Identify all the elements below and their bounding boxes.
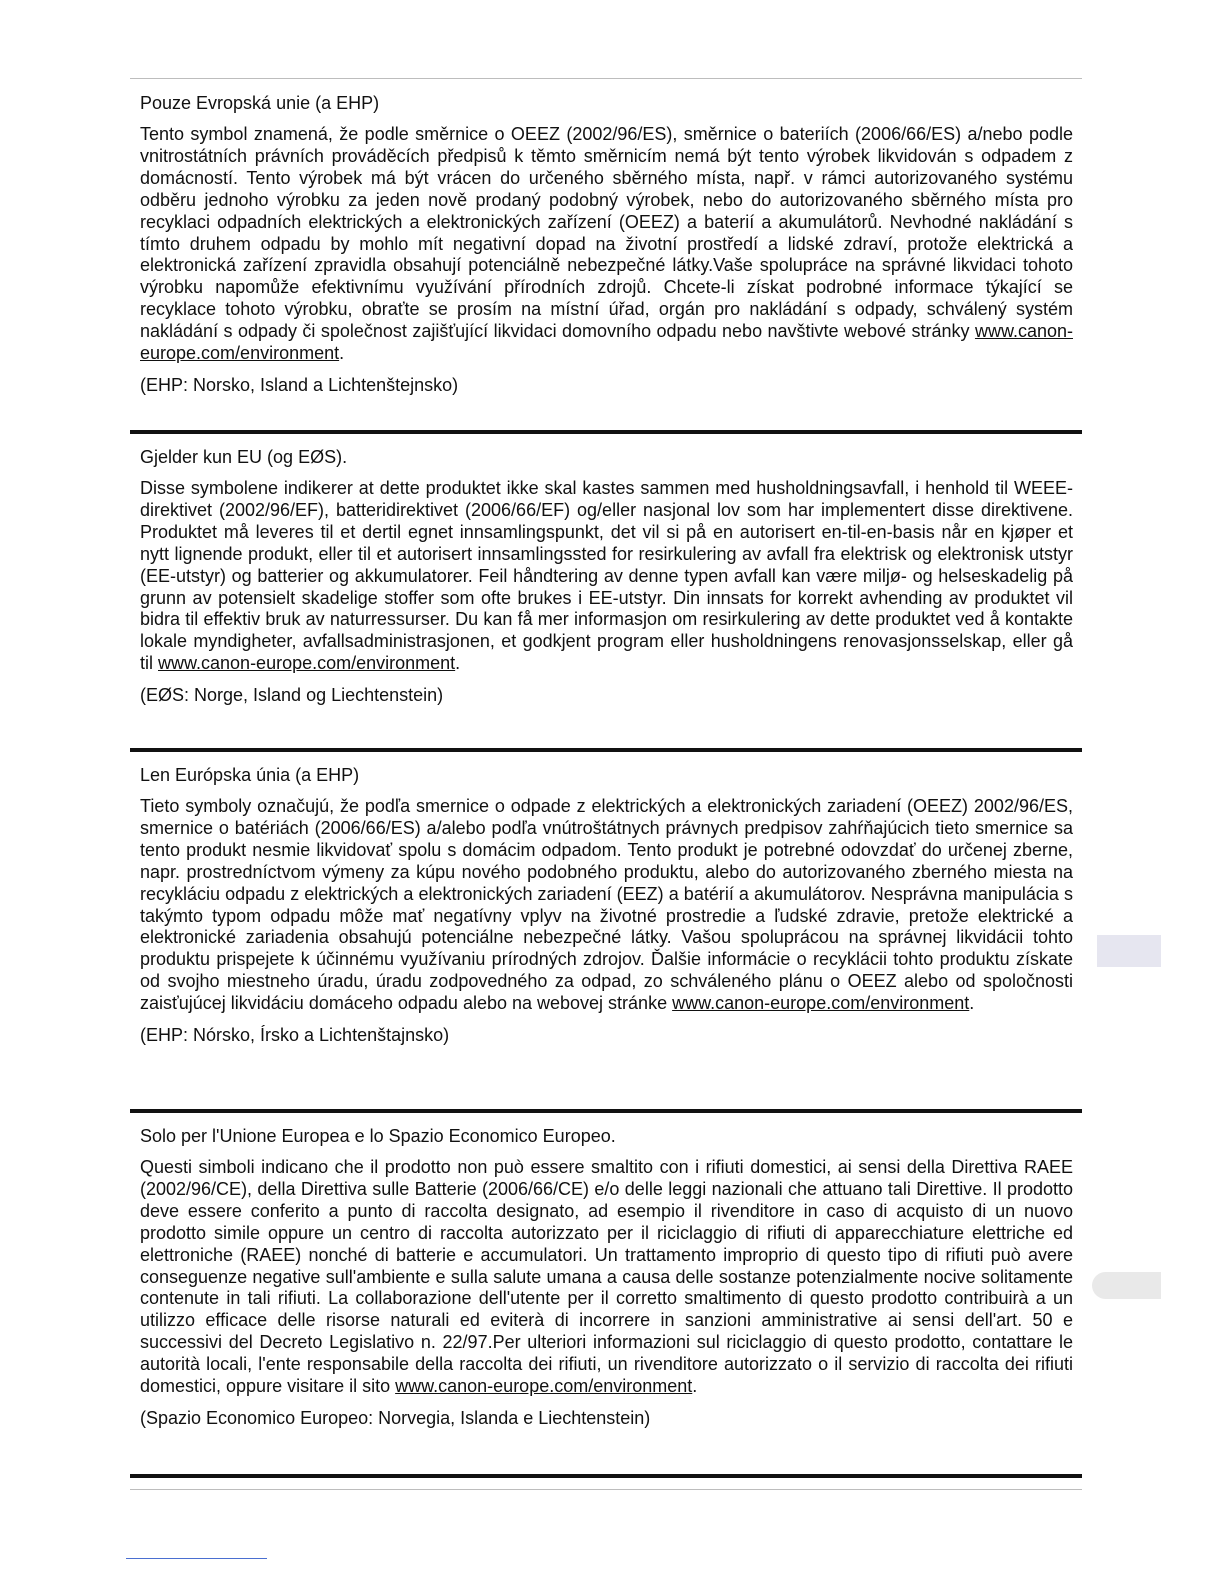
environment-link[interactable]: www.canon-europe.com/environment xyxy=(158,653,456,674)
environment-link[interactable]: www.canon-europe.com/environment xyxy=(140,321,1073,364)
section-heading: Len Európska únia (a EHP) xyxy=(140,765,360,785)
section-note: (EHP: Norsko, Island a Lichtenštejnsko) xyxy=(140,374,459,395)
body-tail: . xyxy=(969,993,975,1014)
section-heading: Gjelder kun EU (og EØS). xyxy=(140,447,348,467)
section-heading: Solo per l'Unione Europea e lo Spazio Economico Europeo. xyxy=(140,1126,616,1146)
body-tail: . xyxy=(692,1376,698,1397)
section-body xyxy=(140,796,1073,1015)
section-heading: Pouze Evropská unie (a EHP) xyxy=(140,93,380,113)
body-tail: . xyxy=(339,343,345,364)
top-rule xyxy=(130,78,1082,79)
side-index-tab[interactable] xyxy=(1097,935,1161,967)
footer-link-rule xyxy=(126,1558,267,1559)
section-body xyxy=(140,478,1073,675)
section-italian xyxy=(130,1113,1082,1474)
section-divider xyxy=(130,1474,1082,1478)
document-content xyxy=(130,92,1082,1478)
section-body xyxy=(140,1157,1073,1398)
body-text: Tento symbol znamená, že podle směrnice o OEEZ (2002/96/ES), směrnice o bateriích (2006/66/ES) a/nebo podle vnitrostátních právních prováděcích předpisů k těmto směrnicím nemá být tento výrobek likvidován s odpadem z domácností. Tento výrobek má být vrácen do určeného sběrného místa, např. v rámci autorizovaného systému odběru jednoho výrobku za jeden nově prodaný podobný výrobek, nebo do autorizovaného sběrného místa pro recyklaci odpadních elektrických a elektronických zařízení (OEEZ) a baterií a akumulátorů. Nevhodné nakládání s tímto druhem odpadu by mohlo mít negativní dopad na životní prostředí a lidské zdraví, protože elektrická a elektronická zařízení zpravidla obsahují potenciálně nebezpečné látky.Vaše spolupráce na správné likvidaci tohoto výrobku napomůže efektivnímu využívání přírodních zdrojů. Chcete-li získat podrobné informace týkající se recyklace tohoto výrobku, obraťte se prosím na místní úřad, orgán pro nakládání s odpady, schválený systém nakládání s odpady či společnost zajišťující likvidaci domovního odpadu nebo navštivte webové stránky xyxy=(140,124,1073,342)
environment-link[interactable]: www.canon-europe.com/environment xyxy=(672,993,970,1014)
body-text: Disse symbolene indikerer at dette produktet ikke skal kastes sammen med husholdningsavfall, i henhold til WEEE-direktivet (2002/96/EF), batteridirektivet (2006/66/EF) og/eller nasjonal lov som har implementert disse direktivene. Produktet må leveres til et dertil egnet innsamlingspunkt, det vil si på en autorisert en-til-en-basis når en kjøper et nytt lignende produkt, eller til et autorisert innsamlingssted for resirkulering av avfall fra elektrisk og elektronisk utstyr (EE-utstyr) og batterier og akkumulatorer. Feil håndtering av denne typen avfall kan være miljø- og helseskadelig på grunn av potensielt skadelige stoffer som ofte brukes i EE-utstyr. Din innsats for korrekt avhending av produktet vil bidra til effektiv bruk av naturressurser. Du kan få mer informasjon om resirkulering av dette produktet ved å kontakte lokale myndigheter, avfallsadministrasjonen, et godkjent program eller husholdningens renovasjonsselskap, eller gå til xyxy=(140,478,1073,674)
body-text: Questi simboli indicano che il prodotto non può essere smaltito con i rifiuti domestici, ai sensi della Direttiva RAEE (2002/96/CE), della Direttiva sulle Batterie (2006/66/CE) e/o delle leggi nazionali che attuano tali Direttive. Il prodotto deve essere conferito a punto di raccolta designato, ad esempio il rivenditore in caso di acquisto di un nuovo prodotto simile oppure un centro di raccolta autorizzato per il riciclaggio di rifiuti di apparecchiature elettriche ed elettroniche (RAEE) nonché di batterie e accumulatori. Un trattamento improprio di questo tipo di rifiuti può avere conseguenze negative sull'ambiente e sulla salute umana a causa delle sostanze potenzialmente nocive solitamente contenute in tali rifiuti. La collaborazione dell'utente per il corretto smaltimento di questo prodotto contribuirà a un utilizzo efficace delle risorse naturali ed eviterà di incorrere in sanzioni amministrative ai sensi dell'art. 50 e successivi del Decreto Legislativo n. 22/97.Per ulteriori informazioni sul riciclaggio di questo prodotto, contattare le autorità locali, l'ente responsabile della raccolta dei rifiuti, un rivenditore autorizzato o il servizio di raccolta dei rifiuti domestici, oppure visitare il sito xyxy=(140,1157,1073,1397)
environment-link[interactable]: www.canon-europe.com/environment xyxy=(395,1376,693,1397)
body-text: Tieto symboly označujú, že podľa smernice o odpade z elektrických a elektronických zariadení (OEEZ) 2002/96/ES, smernice o batériách (2006/66/ES) a/alebo podľa vnútroštátnych právnych predpisov zahŕňajúcich tieto smernice sa tento produkt nesmie likvidovať spolu s domácim odpadom. Tento produkt je potrebné odovzdať do určenej zberne, napr. prostredníctvom výmeny za kúpu nového podobného produktu, alebo do autorizovaného zberného miesta na recykláciu odpadu z elektrických a elektronických zariadení (EEZ) a batérií a akumulátorov. Nesprávna manipulácia s takýmto typom odpadu môže mať negatívny vplyv na životné prostredie a ľudské zdravie, pretože elektrické a elektronické zariadenia obsahujú potenciálne nebezpečné látky. Vašou spoluprácou na správnej likvidácii tohto produktu prispejete k účinnému využívaniu prírodných zdrojov. Ďalšie informácie o recyklácii tohto produktu získate od svojho miestneho úradu, úradu zodpovedného za odpad, zo schváleného plánu o OEEZ alebo od spoločnosti zaisťujúcej likvidáciu domáceho odpadu alebo na webovej stránke xyxy=(140,796,1073,1014)
section-norwegian xyxy=(130,434,1082,748)
body-tail: . xyxy=(455,653,461,674)
section-note: (EHP: Nórsko, Írsko a Lichtenštajnsko) xyxy=(140,1025,450,1046)
side-index-tab[interactable] xyxy=(1092,1272,1161,1299)
section-note: (EØS: Norge, Island og Liechtenstein) xyxy=(140,685,444,706)
section-slovak xyxy=(130,752,1082,1109)
section-czech xyxy=(130,92,1082,430)
section-note: (Spazio Economico Europeo: Norvegia, Islanda e Liechtenstein) xyxy=(140,1407,651,1428)
bottom-rule xyxy=(130,1489,1082,1490)
section-body xyxy=(140,124,1073,365)
